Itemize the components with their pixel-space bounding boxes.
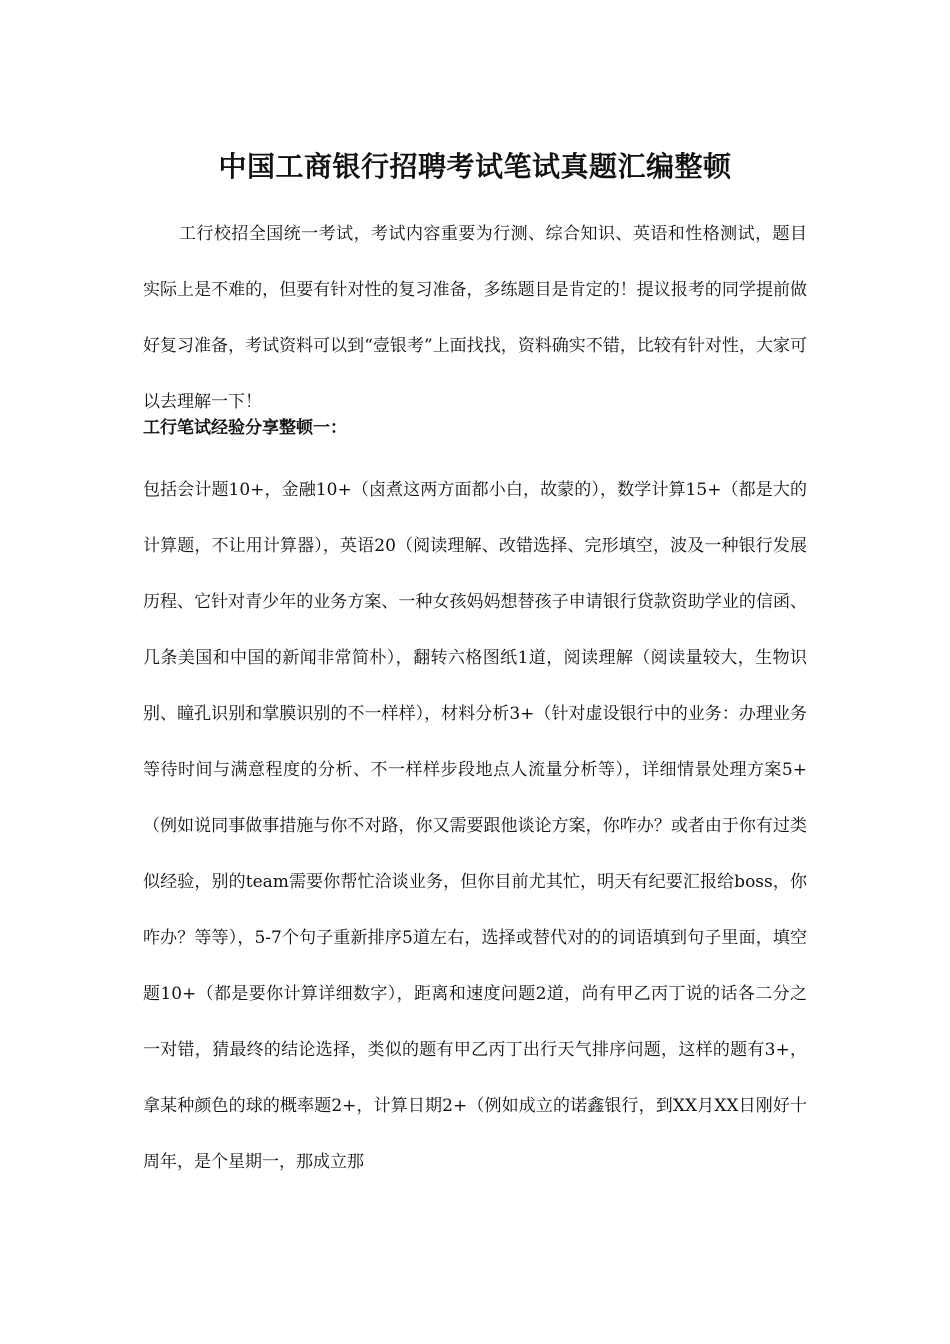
document-title: 中国工商银行招聘考试笔试真题汇编整顿 <box>218 149 732 183</box>
section-heading: 工行笔试经验分享整顿一： <box>143 418 347 438</box>
section-body-paragraph: 包括会计题10+，金融10+（卤煮这两方面都小白，故蒙的），数学计算15+（都是大的计算题，不让用计算器），英语20（阅读理解、改错选择、完形填空，波及一种银行发展历程、它针对青少年的业务方案、一种女孩妈妈想替孩子申请银行贷款资助学业的信函、几条美国和中国的新闻非常简朴），翻转六格图纸1道，阅读理解（阅读量较大，生物识别、瞳孔识别和掌膜识别的不一样样），材料分析3+（针对虚设银行中的业务：办理业务等待时间与满意程度的分析、不一样样步段地点人流量分析等），详细情景处理方案5+（例如说同事做事措施与你不对路，你又需要跟他谈论方案，你咋办？或者由于你有过类似经验，别的team需要你帮忙洽谈业务，但你目前尤其忙，明天有纪要汇报给boss，你咋办？等等），5-7个句子重新排序5道左右，选择或替代对的的词语填到句子里面，填空题10+（都是要你计算详细数字），距离和速度问题2道，尚有甲乙丙丁说的话各二分之一对错，猜最终的结论选择，类似的题有甲乙丙丁出行天气排序问题，这样的题有3+，拿某种颜色的球的概率题2+，计算日期2+（例如成立的诺鑫银行，到XX月XX日刚好十周年，是个星期一，那成立那 <box>143 480 807 1172</box>
intro-paragraph: 工行校招全国统一考试，考试内容重要为行测、综合知识、英语和性格测试，题目实际上是不难的，但要有针对性的复习准备，多练题目是肯定的！提议报考的同学提前做好复习准备，考试资料可以到“壹银考”上面找找，资料确实不错，比较有针对性，大家可以去理解一下！ <box>143 224 807 412</box>
